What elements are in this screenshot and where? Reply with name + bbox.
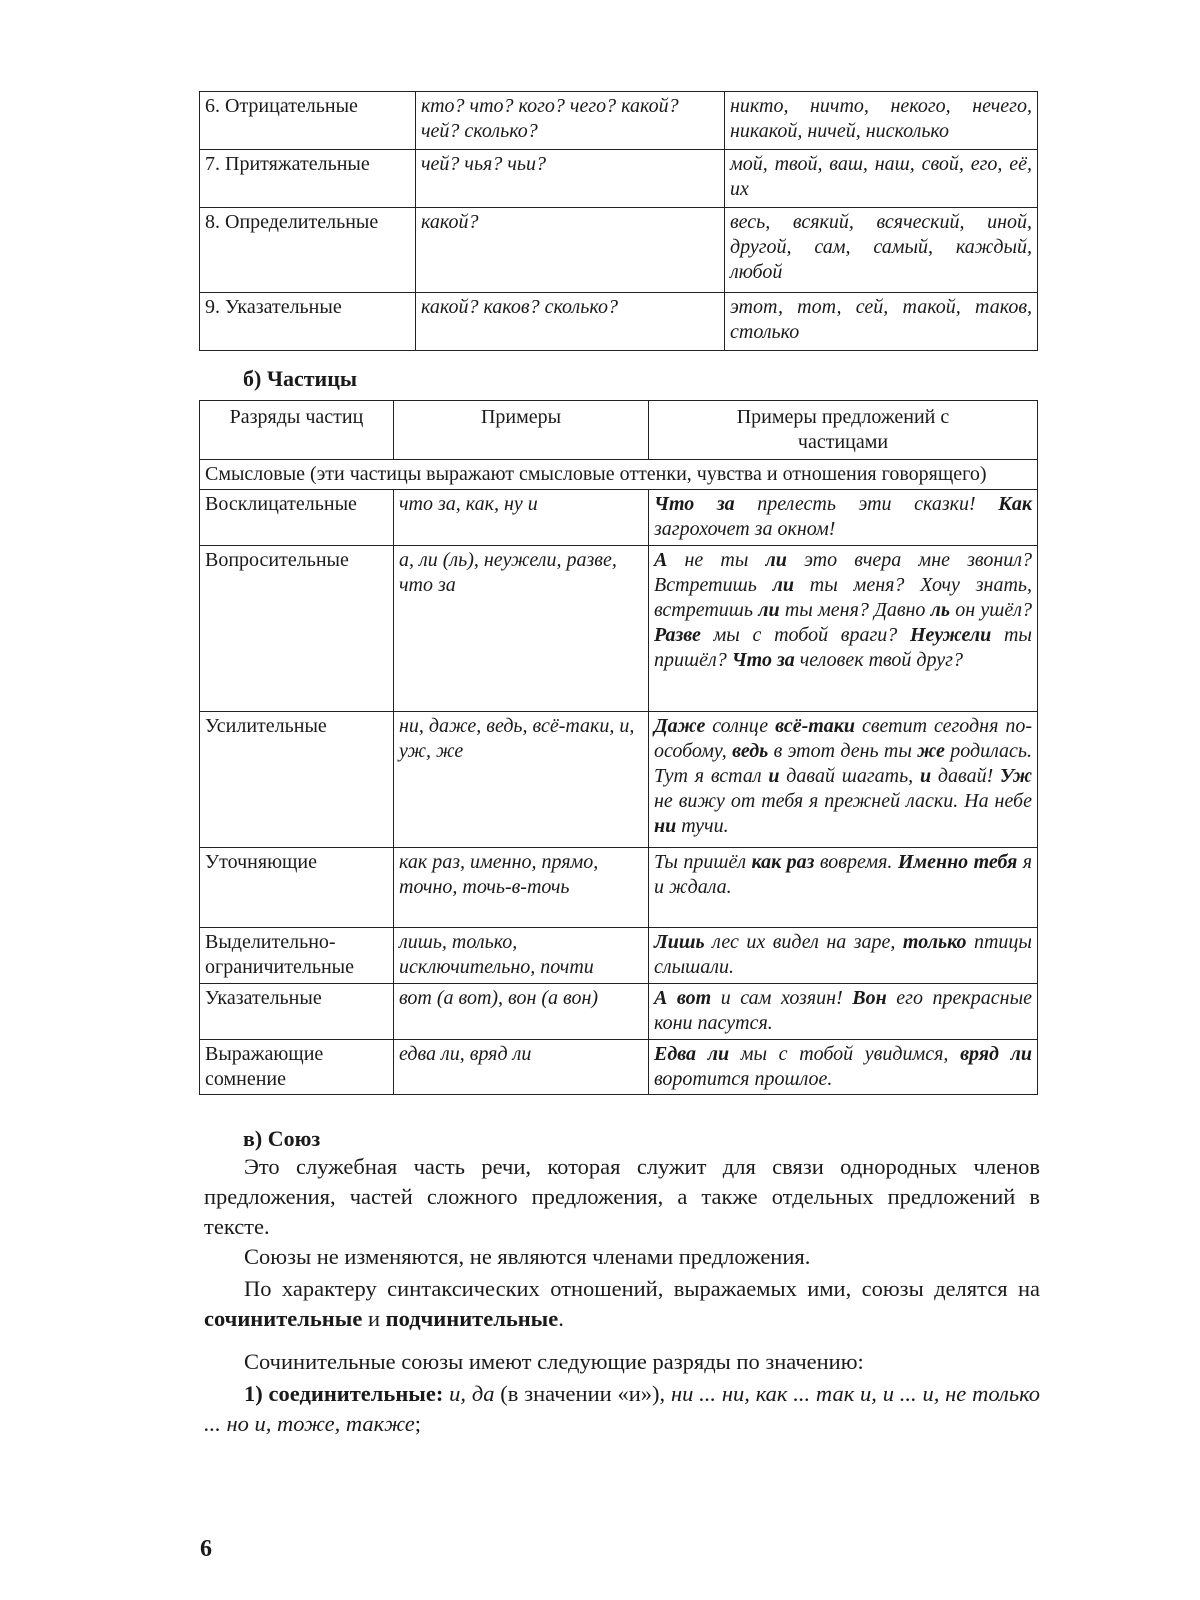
union-heading: в) Союз bbox=[243, 1126, 321, 1151]
sentence-fragment: ты меня? Хочу знать, встретишь bbox=[654, 574, 1032, 621]
pronoun-questions: кто? что? кого? чего? какой? чей? сколько? bbox=[416, 92, 725, 150]
p4-text: Сочинительные союзы имеют следующие разряды по значению: bbox=[244, 1349, 864, 1374]
term-subordinating: подчинительные bbox=[385, 1306, 559, 1331]
particle-sentence bbox=[649, 490, 1038, 546]
pronoun-questions: какой? bbox=[416, 208, 725, 293]
pronoun-category: 6. Отрицательные bbox=[200, 92, 416, 150]
table-row bbox=[200, 984, 1038, 1040]
sentence-fragment: ты меня? Давно bbox=[779, 599, 931, 621]
pronoun-examples: этот, тот, сей, такой, таков, столько bbox=[725, 293, 1038, 351]
table-row bbox=[200, 208, 1038, 293]
table-row bbox=[200, 928, 1038, 984]
particle-highlight: Уж bbox=[1000, 765, 1032, 787]
sentence-fragment: солнце bbox=[705, 715, 776, 737]
header-sentences: Примеры предложений с частицами bbox=[649, 401, 1038, 460]
p5-examples-2: ни ... ни, как ... так и, и ... и, не только ... но и, тоже, также bbox=[204, 1381, 1041, 1436]
particle-highlight: ли bbox=[765, 549, 787, 571]
particle-category: Выделительно-ограничительные bbox=[200, 928, 394, 984]
sentence-fragment: он ушёл? bbox=[950, 599, 1032, 621]
pronoun-examples: никто, ничто, некого, нечего, никакой, ничей, нисколько bbox=[725, 92, 1038, 150]
page-number: 6 bbox=[200, 1536, 212, 1562]
sentence-fragment: не вижу от тебя я прежней ласки. На небе bbox=[654, 790, 1032, 812]
particle-highlight: всё-таки bbox=[775, 715, 856, 737]
table-row bbox=[200, 293, 1038, 351]
particle-highlight: Разве bbox=[654, 624, 701, 646]
sentence-fragment: воротится прошлое. bbox=[654, 1068, 833, 1090]
header-examples: Примеры bbox=[394, 401, 649, 460]
particle-examples: а, ли (ль), неужели, разве, что за bbox=[394, 546, 649, 712]
particle-highlight: А bbox=[654, 549, 668, 571]
particle-examples: лишь, только, исключительно, почти bbox=[394, 928, 649, 984]
particle-category: Вопросительные bbox=[200, 546, 394, 712]
table-row bbox=[200, 490, 1038, 546]
particle-sentence bbox=[649, 712, 1038, 848]
pronoun-category: 9. Указательные bbox=[200, 293, 416, 351]
particles-heading: б) Частицы bbox=[243, 366, 358, 391]
group-row bbox=[200, 460, 1038, 490]
sentence-fragment: человек твой друг? bbox=[794, 649, 963, 671]
sentence-fragment: его прекрасные кони пасутся. bbox=[654, 987, 1032, 1034]
particle-examples: как раз, именно, прямо, точно, точь-в-точь bbox=[394, 848, 649, 928]
particle-highlight: Как bbox=[998, 493, 1032, 515]
particle-highlight: А вот bbox=[654, 987, 712, 1009]
particle-highlight: ли bbox=[758, 599, 780, 621]
particle-category: Уточняющие bbox=[200, 848, 394, 928]
particle-category: Усилительные bbox=[200, 712, 394, 848]
sentence-fragment: я и ждала. bbox=[654, 851, 1033, 898]
particle-highlight: только bbox=[902, 931, 967, 953]
particle-highlight: ль bbox=[930, 599, 951, 621]
sentence-fragment: вовремя. bbox=[814, 851, 898, 873]
pronoun-examples: мой, твой, ваш, наш, свой, его, её, их bbox=[725, 150, 1038, 208]
union-paragraph-2 bbox=[204, 1242, 1040, 1272]
p3-end: . bbox=[558, 1306, 564, 1331]
sentence-fragment: загрохочет за окном! bbox=[654, 518, 836, 540]
term-coordinating: сочинительные bbox=[204, 1306, 363, 1331]
sentence-fragment: давай! bbox=[931, 765, 1001, 787]
header-category: Разряды частиц bbox=[200, 401, 394, 460]
term-connective: 1) соединительные: bbox=[244, 1381, 444, 1406]
particle-highlight: ведь bbox=[732, 740, 769, 762]
sentence-fragment: мы с тобой враги? bbox=[700, 624, 910, 646]
particles-table bbox=[199, 400, 1038, 1095]
sentence-fragment: и сам хозяин! bbox=[711, 987, 853, 1009]
particle-highlight: и bbox=[768, 765, 780, 787]
p5-end: ; bbox=[414, 1411, 422, 1436]
pronoun-questions: чей? чья? чьи? bbox=[416, 150, 725, 208]
pronoun-category: 7. Притяжательные bbox=[200, 150, 416, 208]
particle-highlight: Что за bbox=[654, 493, 735, 515]
particle-sentence bbox=[649, 1040, 1038, 1095]
sentence-fragment: родилась. Тут я встал bbox=[654, 740, 1033, 787]
particle-highlight: Вон bbox=[852, 987, 887, 1009]
table-row bbox=[200, 712, 1038, 848]
particle-highlight: Неужели bbox=[909, 624, 992, 646]
particle-highlight: ли bbox=[772, 574, 794, 596]
sentence-fragment: прелесть эти сказки! bbox=[734, 493, 999, 515]
particle-highlight: Даже bbox=[654, 715, 706, 737]
particle-category: Указательные bbox=[200, 984, 394, 1040]
particle-examples: что за, как, ну и bbox=[394, 490, 649, 546]
sentence-fragment: давай шагать, bbox=[779, 765, 920, 787]
table-header-row bbox=[200, 401, 1038, 460]
particle-highlight: и bbox=[919, 765, 932, 787]
union-definition-text: Это служебная часть речи, которая служит для связи однородных членов предложения, частей сложного предложения, а также отдельных предложений в тексте. bbox=[204, 1154, 1040, 1239]
sentence-fragment: Ты пришёл bbox=[654, 851, 752, 873]
particle-sentence bbox=[649, 546, 1038, 712]
table-row bbox=[200, 1040, 1038, 1095]
particle-sentence bbox=[649, 928, 1038, 984]
sentence-fragment: ты пришёл? bbox=[654, 624, 1032, 671]
p3-text: По характеру синтаксических отношений, выражаемых ими, союзы делятся на bbox=[244, 1276, 1040, 1301]
sentence-fragment: мы с тобой увидимся, bbox=[729, 1043, 961, 1065]
particle-highlight: Именно тебя bbox=[897, 851, 1018, 873]
particle-highlight: Едва ли bbox=[654, 1043, 730, 1065]
union-paragraph-3 bbox=[204, 1274, 1040, 1334]
pronoun-examples: весь, всякий, всяческий, иной, другой, сам, самый, каждый, любой bbox=[725, 208, 1038, 293]
table-row bbox=[200, 92, 1038, 150]
pronoun-questions: какой? каков? сколько? bbox=[416, 293, 725, 351]
sentence-fragment: не ты bbox=[667, 549, 766, 571]
union-paragraph-5 bbox=[204, 1379, 1040, 1439]
sentence-fragment: в этот день ты bbox=[768, 740, 918, 762]
sentence-fragment: птицы слышали. bbox=[654, 931, 1032, 978]
particle-highlight: вряд ли bbox=[960, 1043, 1032, 1065]
p5-examples-1: и, да bbox=[443, 1381, 495, 1406]
p3-and: и bbox=[362, 1306, 386, 1331]
particle-sentence bbox=[649, 848, 1038, 928]
particle-examples: вот (а вот), вон (а вон) bbox=[394, 984, 649, 1040]
union-definition bbox=[204, 1152, 1040, 1242]
particle-highlight: Лишь bbox=[654, 931, 705, 953]
table-row bbox=[200, 150, 1038, 208]
sentence-fragment: светит сегодня по-особому, bbox=[654, 715, 1032, 762]
table-row bbox=[200, 546, 1038, 712]
particle-examples: ни, даже, ведь, всё-таки, и, уж, же bbox=[394, 712, 649, 848]
union-paragraph-4 bbox=[204, 1347, 1040, 1377]
union-paragraph-2-text: Союзы не изменяются, не являются членами предложения. bbox=[244, 1244, 811, 1269]
pronouns-table bbox=[199, 91, 1038, 351]
particle-category: Выражающие сомнение bbox=[200, 1040, 394, 1095]
particle-examples: едва ли, вряд ли bbox=[394, 1040, 649, 1095]
sentence-fragment: это вчера мне звонил? Встретишь bbox=[654, 549, 1032, 596]
particle-highlight: ни bbox=[654, 815, 677, 837]
particle-highlight: же bbox=[917, 740, 945, 762]
sentence-fragment: лес их видел на заре, bbox=[704, 931, 903, 953]
group-row-text: Смысловые (эти частицы выражают смысловые оттенки, чувства и отношения говорящего) bbox=[200, 460, 1038, 490]
particle-highlight: как раз bbox=[751, 851, 815, 873]
p5-plain: (в значении «и»), bbox=[494, 1381, 671, 1406]
particle-category: Восклицательные bbox=[200, 490, 394, 546]
particle-highlight: Что за bbox=[731, 649, 795, 671]
particle-sentence bbox=[649, 984, 1038, 1040]
table-row bbox=[200, 848, 1038, 928]
pronoun-category: 8. Определительные bbox=[200, 208, 416, 293]
sentence-fragment: тучи. bbox=[676, 815, 729, 837]
